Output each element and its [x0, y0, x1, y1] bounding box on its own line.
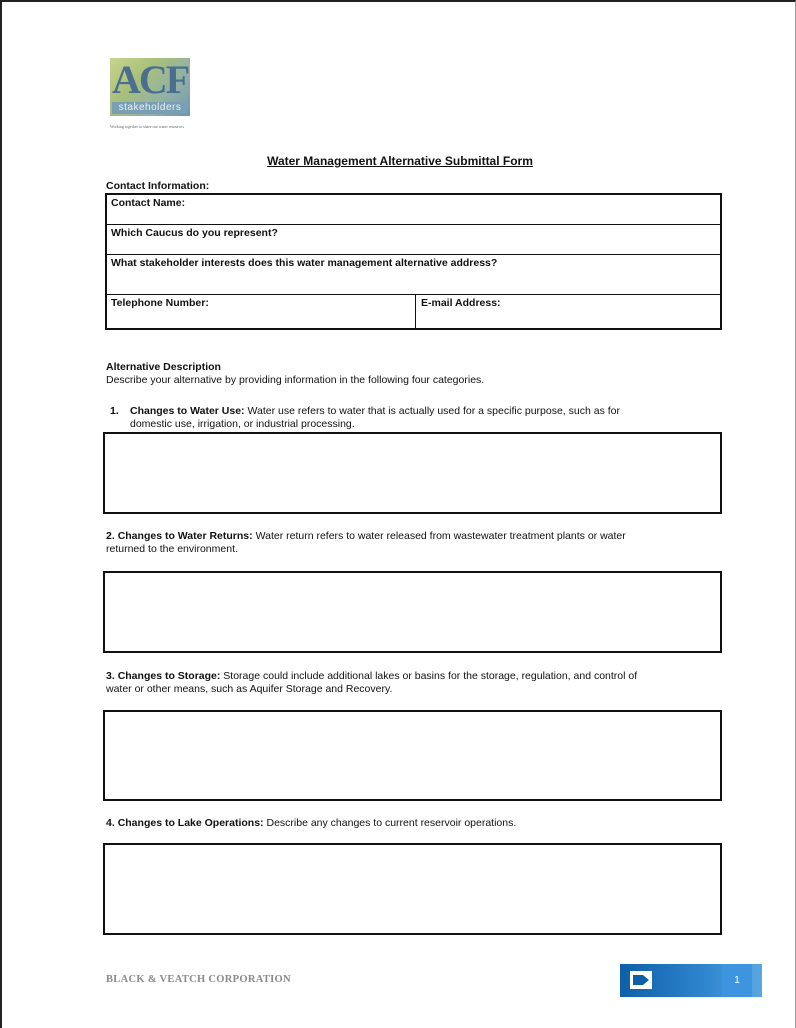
- category-1-description-line2: domestic use, irrigation, or industrial processing.: [130, 418, 355, 430]
- category-1-description: Water use refers to water that is actually used for a specific purpose, such as for: [247, 405, 620, 417]
- footer-bar: [620, 964, 762, 997]
- category-3-description-line2: water or other means, such as Aquifer Storage and Recovery.: [106, 683, 393, 695]
- category-1-text: [106, 405, 726, 431]
- contact-name-label: Contact Name:: [111, 197, 186, 209]
- alternative-heading: Alternative Description: [106, 361, 221, 373]
- category-2-number: 2.: [106, 530, 115, 542]
- lake-operations-answer-box[interactable]: [103, 843, 722, 935]
- interests-row[interactable]: [107, 255, 720, 295]
- category-1-number: 1.: [110, 405, 119, 417]
- bv-logo-icon: [630, 971, 652, 989]
- contact-table: [105, 193, 722, 330]
- page-number: 1: [722, 964, 752, 997]
- category-2-title: Changes to Water Returns:: [117, 530, 253, 542]
- category-3-number: 3.: [106, 670, 115, 682]
- category-3-title: Changes to Storage:: [117, 670, 221, 682]
- caucus-row[interactable]: [107, 225, 720, 255]
- category-1-title: Changes to Water Use:: [130, 405, 245, 417]
- category-4-text: [106, 817, 726, 830]
- category-4-title: Changes to Lake Operations:: [117, 817, 264, 829]
- category-4-description: Describe any changes to current reservoir operations.: [266, 817, 517, 829]
- form-title: Water Management Alternative Submittal Form: [267, 154, 533, 168]
- water-returns-answer-box[interactable]: [103, 571, 722, 653]
- category-2-description-line2: returned to the environment.: [106, 543, 238, 555]
- interests-label: What stakeholder interests does this water management alternative address?: [111, 257, 498, 269]
- contact-name-row[interactable]: [107, 195, 720, 225]
- phone-email-divider: [415, 295, 416, 330]
- water-use-answer-box[interactable]: [103, 432, 722, 514]
- caucus-label: Which Caucus do you represent?: [111, 227, 278, 239]
- category-3-text: [106, 670, 726, 696]
- alternative-intro: Describe your alternative by providing information in the following four categories.: [106, 374, 485, 386]
- category-4-number: 4.: [106, 817, 115, 829]
- logo-stakeholders-text: stakeholders: [112, 102, 188, 114]
- logo-acf-text: ACF: [112, 57, 189, 102]
- category-3-description: Storage could include additional lakes or basins for the storage, regulation, and control of: [223, 670, 638, 682]
- email-label: E-mail Address:: [421, 297, 501, 309]
- category-2-description: Water return refers to water released from wastewater treatment plants or water: [255, 530, 626, 542]
- category-2-text: [106, 530, 726, 556]
- storage-answer-box[interactable]: [103, 710, 722, 801]
- acf-logo: [110, 58, 192, 120]
- logo-tagline: Working together to share our water resources: [110, 124, 184, 129]
- contact-section-label: Contact Information:: [106, 180, 210, 192]
- phone-email-row: [107, 295, 720, 330]
- phone-label: Telephone Number:: [111, 297, 209, 309]
- footer-company-name: BLACK & VEATCH CORPORATION: [106, 974, 291, 985]
